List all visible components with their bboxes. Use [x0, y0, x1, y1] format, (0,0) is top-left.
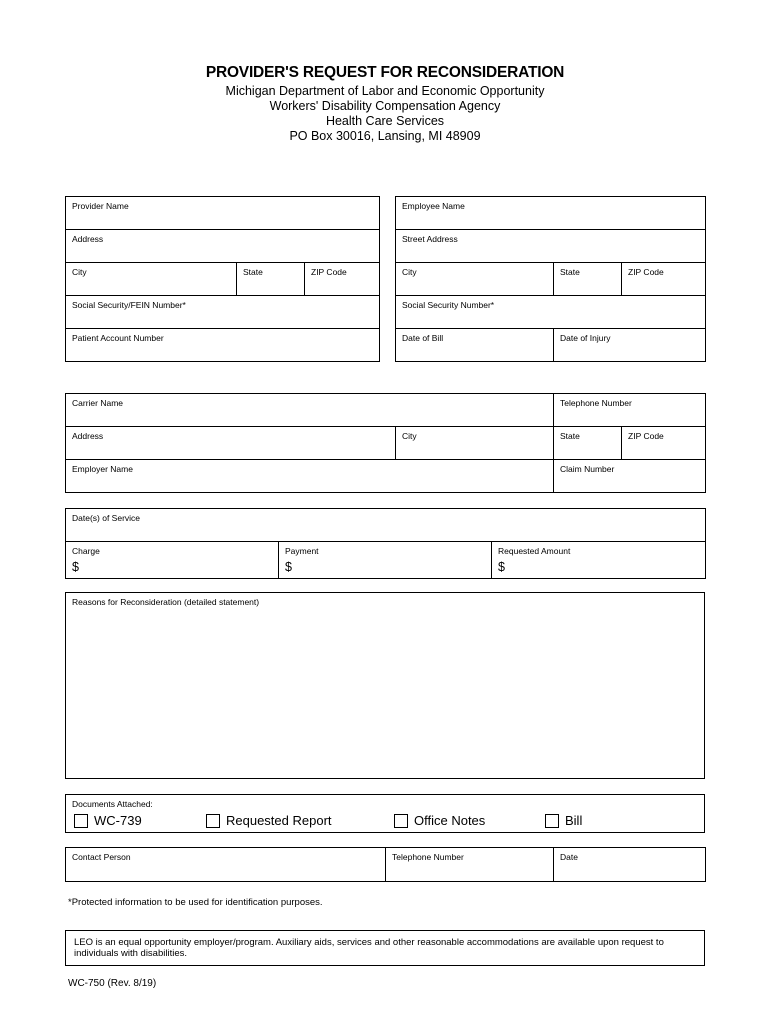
agency-name: Workers' Disability Compensation Agency	[269, 99, 501, 113]
office-notes-checkbox[interactable]	[394, 814, 408, 828]
dollar-sign: $	[498, 560, 505, 574]
documents-section	[65, 794, 705, 833]
contact-section	[65, 847, 706, 882]
carrier-state-field[interactable]: State	[554, 427, 622, 460]
form-id: WC-750 (Rev. 8/19)	[68, 978, 157, 989]
contact-telephone-field[interactable]: Telephone Number	[386, 848, 554, 882]
employer-name-field[interactable]: Employer Name	[66, 460, 554, 493]
provider-ssn-fein-field[interactable]: Social Security/FEIN Number*	[66, 296, 380, 329]
carrier-telephone-field[interactable]: Telephone Number	[554, 394, 706, 427]
agency-department: Michigan Department of Labor and Economic Opportunity	[225, 84, 545, 98]
provider-city-field[interactable]: City	[66, 263, 237, 296]
wc739-checkbox[interactable]	[74, 814, 88, 828]
footnote: *Protected information to be used for identification purposes.	[68, 897, 323, 908]
claim-number-field[interactable]: Claim Number	[554, 460, 706, 493]
charge-field[interactable]: Charge $	[66, 542, 279, 579]
requested-report-label: Requested Report	[226, 813, 332, 828]
documents-label: Documents Attached:	[72, 799, 153, 809]
employee-street-field[interactable]: Street Address	[396, 230, 706, 263]
contact-date-field[interactable]: Date	[554, 848, 706, 882]
office-notes-label: Office Notes	[414, 813, 486, 828]
employee-section	[395, 196, 706, 362]
notice-box	[65, 930, 705, 966]
carrier-section	[65, 393, 706, 493]
employee-city-field[interactable]: City	[396, 263, 554, 296]
agency-address: PO Box 30016, Lansing, MI 48909	[289, 129, 481, 143]
requested-amount-field[interactable]: Requested Amount $	[492, 542, 706, 579]
employee-ssn-field[interactable]: Social Security Number*	[396, 296, 706, 329]
provider-address-field[interactable]: Address	[66, 230, 380, 263]
wc739-label: WC-739	[94, 813, 142, 828]
patient-account-field[interactable]: Patient Account Number	[66, 329, 380, 362]
form-title: PROVIDER'S REQUEST FOR RECONSIDERATION	[205, 64, 565, 81]
carrier-zip-field[interactable]: ZIP Code	[622, 427, 706, 460]
dates-of-service-field[interactable]: Date(s) of Service	[66, 509, 706, 542]
date-of-bill-field[interactable]: Date of Bill	[396, 329, 554, 362]
reasons-field[interactable]	[65, 592, 705, 779]
bill-label: Bill	[565, 813, 583, 828]
carrier-name-field[interactable]: Carrier Name	[66, 394, 554, 427]
dollar-sign: $	[72, 560, 79, 574]
provider-state-field[interactable]: State	[237, 263, 305, 296]
bill-checkbox[interactable]	[545, 814, 559, 828]
date-of-injury-field[interactable]: Date of Injury	[554, 329, 706, 362]
carrier-address-field[interactable]: Address	[66, 427, 396, 460]
employee-state-field[interactable]: State	[554, 263, 622, 296]
reasons-label: Reasons for Reconsideration (detailed statement)	[72, 597, 260, 607]
carrier-city-field[interactable]: City	[396, 427, 554, 460]
service-section	[65, 508, 706, 579]
agency-division: Health Care Services	[325, 114, 445, 128]
payment-field[interactable]: Payment $	[279, 542, 492, 579]
provider-zip-field[interactable]: ZIP Code	[305, 263, 380, 296]
employee-zip-field[interactable]: ZIP Code	[622, 263, 706, 296]
dollar-sign: $	[285, 560, 292, 574]
employee-name-field[interactable]: Employee Name	[396, 197, 706, 230]
contact-person-field[interactable]: Contact Person	[66, 848, 386, 882]
equal-opportunity-notice: LEO is an equal opportunity employer/program. Auxiliary aids, services and other reasonable accommodations are available upon request to individuals with disabilities.	[74, 937, 664, 959]
requested-report-checkbox[interactable]	[206, 814, 220, 828]
provider-section	[65, 196, 380, 362]
provider-name-field[interactable]: Provider Name	[66, 197, 380, 230]
